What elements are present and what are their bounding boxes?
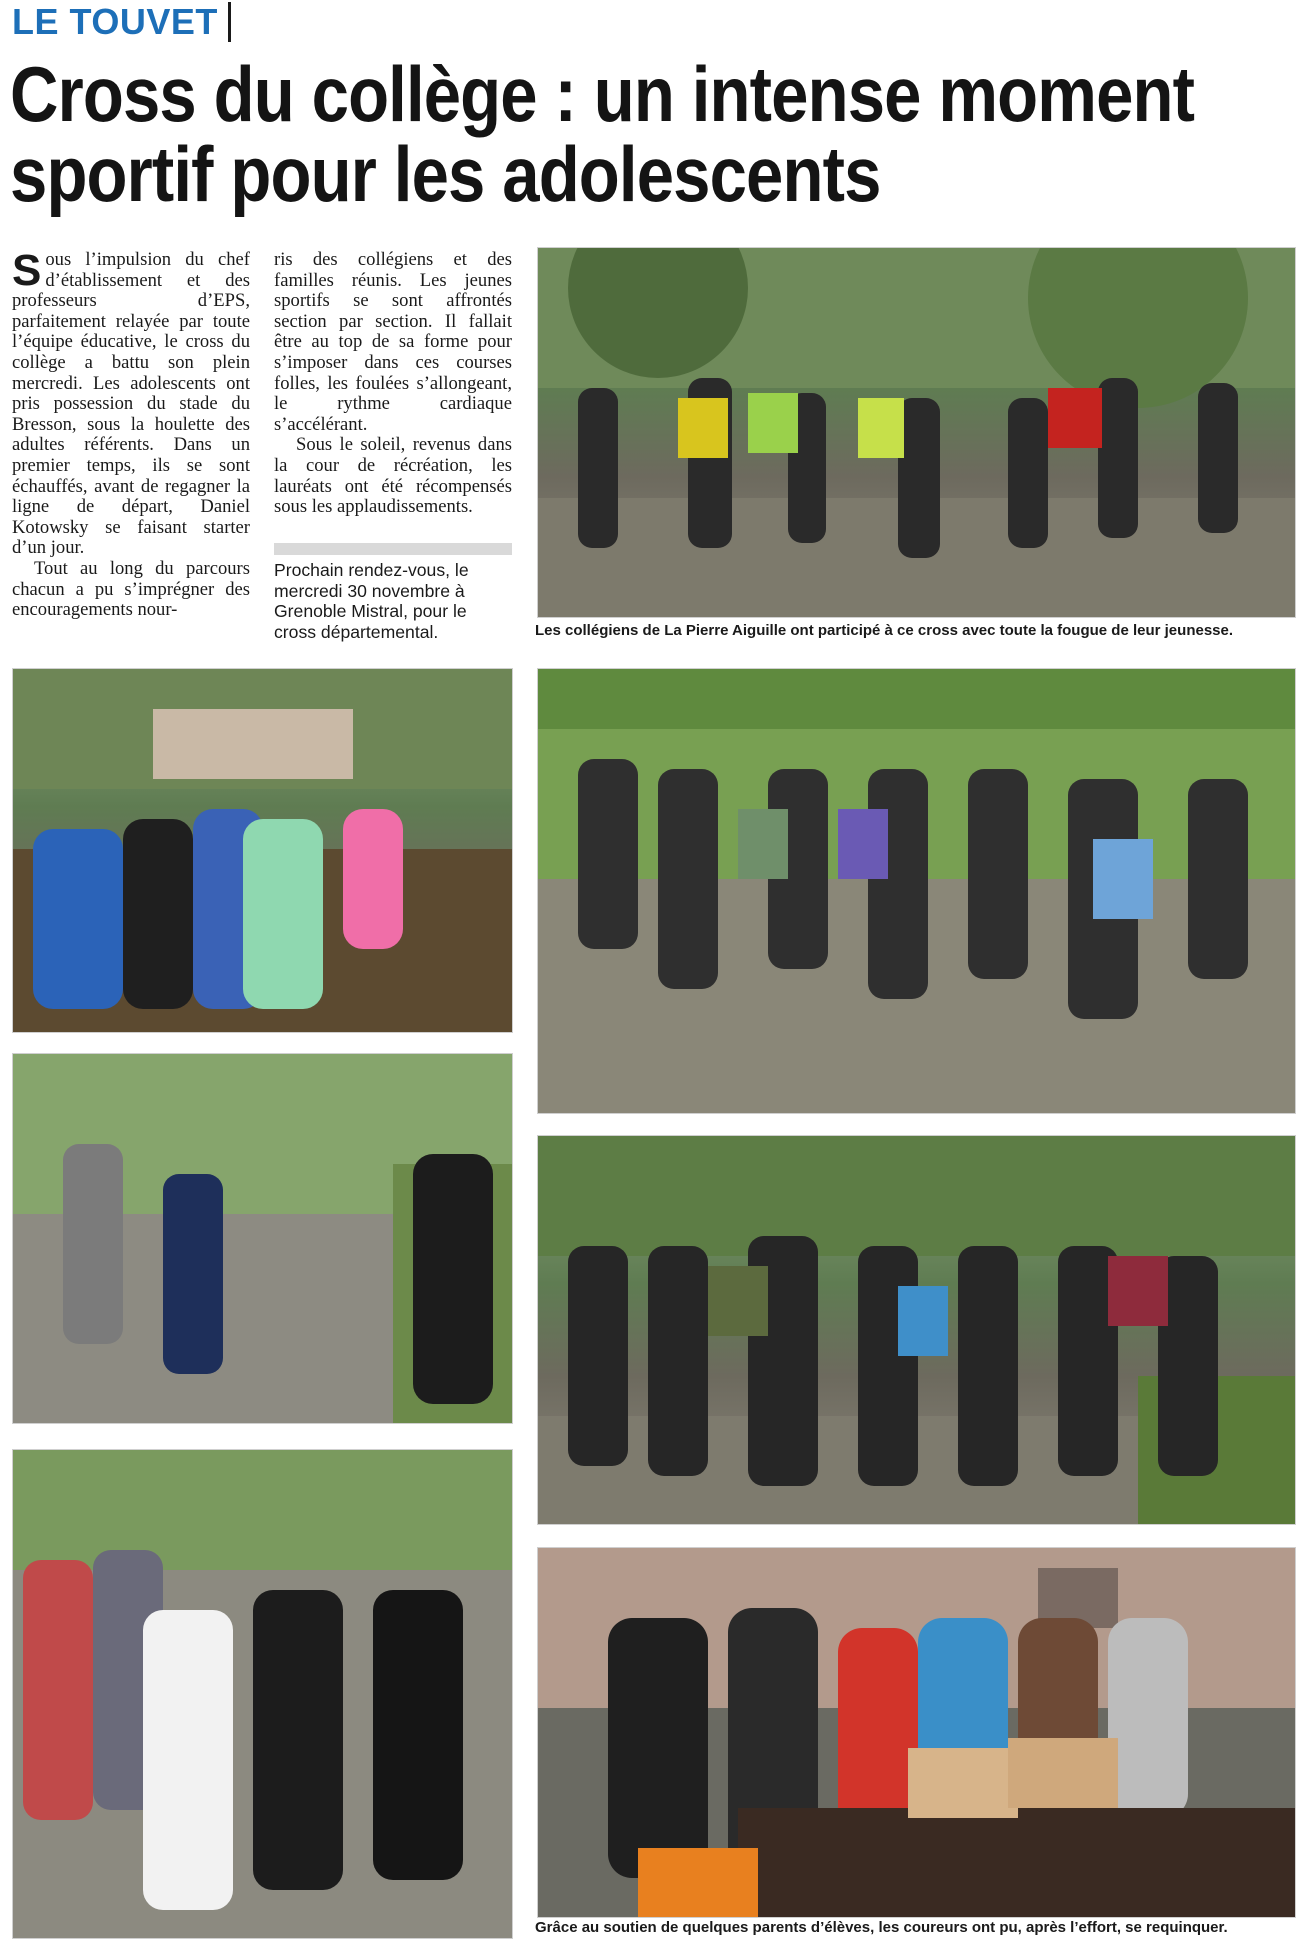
photo-race-start [537, 247, 1296, 618]
paragraph-3: ris des collégiens et des familles réunis. Les jeunes sportifs se sont affrontés section par section. Il fallait être au top de sa forme pour s’imposer dans ces courses folles, les foulées s’allongeant, le rythme cardiaque s’accélérant. [274, 249, 512, 435]
photo-runners-close-image [13, 1450, 512, 1938]
section-rubric: LE TOUVET [12, 2, 231, 42]
photo-runners-close [12, 1449, 513, 1939]
photo-group-pupils [12, 668, 513, 1033]
photo-group-pupils-image [13, 669, 512, 1032]
paragraph-1 [12, 246, 250, 559]
caption-bottom: Grâce au soutien de quelques parents d’élèves, les coureurs ont pu, après l’effort, se requinquer. [535, 1919, 1228, 1936]
next-event-note: Prochain rendez-vous, le mercredi 30 novembre à Grenoble Mistral, pour le cross départemental. [274, 560, 469, 642]
article-column-1 [12, 246, 250, 621]
headline-line-2: sportif pour les adolescents [10, 130, 881, 218]
divider-bar [274, 543, 512, 555]
photo-race-start-image [538, 248, 1295, 617]
photo-boys-running [12, 1053, 513, 1424]
paragraph-1-text: ous l’impulsion du chef d’établissement et des professeurs d’EPS, parfaitement relayée par toute l’équipe éducative, le cross du collège a battu son plein mercredi. Les adolescents ont pris possession du stade du Bresson, sous la houlette des adultes référents. Dans un premier temps, ils se sont échauffés, avant de regagner la ligne de départ, Daniel Kotowsky se faisant starter d’un jour. [12, 249, 250, 559]
photo-girls-race [537, 668, 1296, 1114]
headline [10, 50, 1195, 218]
photo-boys-running-image [13, 1054, 512, 1423]
dropcap: S [12, 246, 42, 295]
paragraph-2: Tout au long du parcours chacun a pu s’imprégner des encouragements nour- [12, 557, 250, 621]
photo-crowd-race [537, 1135, 1296, 1525]
caption-top: Les collégiens de La Pierre Aiguille ont participé à ce cross avec toute la fougue de leur jeunesse. [535, 622, 1234, 639]
photo-parents-snacks-image [538, 1548, 1295, 1917]
photo-parents-snacks [537, 1547, 1296, 1918]
headline-line-1: Cross du collège : un intense moment [10, 50, 1195, 138]
article-column-2 [274, 250, 512, 518]
photo-girls-race-image [538, 669, 1295, 1113]
photo-crowd-race-image [538, 1136, 1295, 1524]
paragraph-4: Sous le soleil, revenus dans la cour de récréation, les lauréats ont été récompensés sous les applaudissements. [274, 434, 512, 518]
